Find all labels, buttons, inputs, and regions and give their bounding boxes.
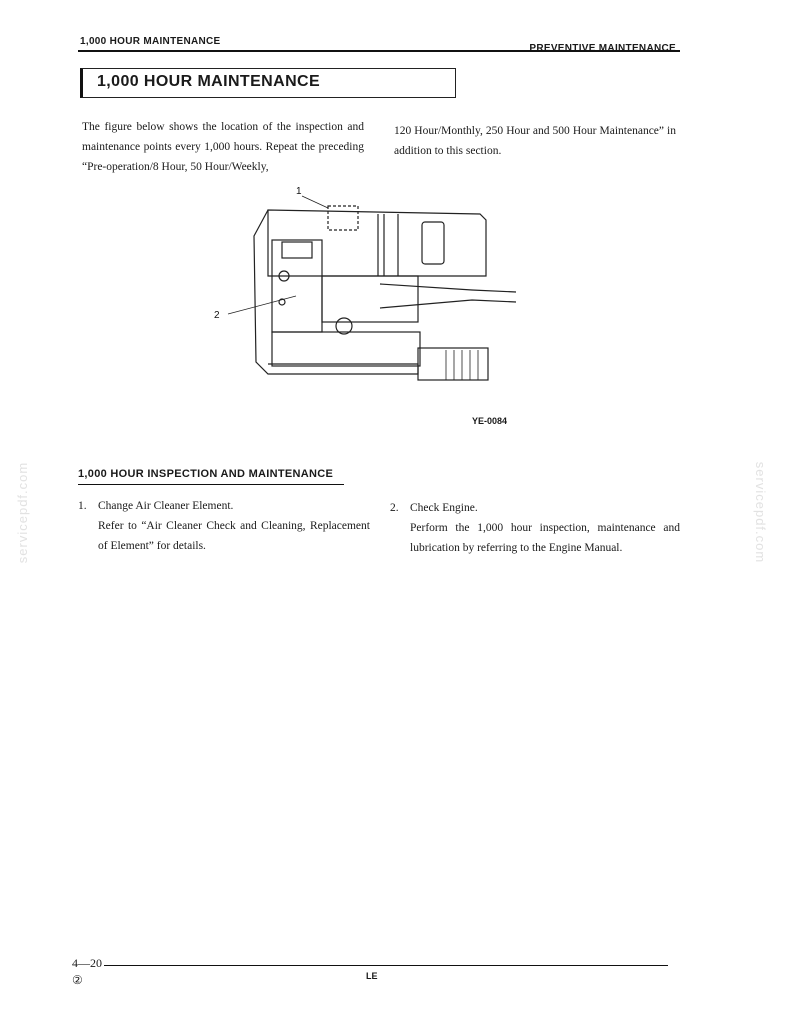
intro-text-right: 120 Hour/Monthly, 250 Hour and 500 Hour Maintenance” in addition to this section.: [394, 125, 676, 157]
item-text: Perform the 1,000 hour inspection, maintenance and lubrication by referring to the Engine Manual.: [410, 522, 680, 554]
callout-2: 2: [214, 310, 220, 321]
item-title: Check Engine.: [410, 502, 478, 514]
item-text: Refer to “Air Cleaner Check and Cleaning, Replacement of Element” for details.: [98, 520, 370, 552]
boom-base: [322, 276, 418, 322]
machine-cab-outline: [268, 210, 486, 276]
footer-rule: [104, 965, 668, 966]
callout-2-leader: [228, 296, 296, 314]
track-shoes: [418, 348, 488, 380]
section-heading: 1,000 HOUR INSPECTION AND MAINTENANCE: [78, 468, 334, 480]
title-box: [80, 68, 456, 98]
revision-mark: ②: [72, 973, 83, 987]
footer-code: LE: [366, 971, 378, 981]
watermark-left: servicepdf.com: [15, 461, 31, 564]
callout-1-leader: [302, 196, 328, 208]
running-header-left: 1,000 HOUR MAINTENANCE: [80, 36, 221, 47]
page-title: 1,000 HOUR MAINTENANCE: [97, 73, 321, 90]
boom-arm: [380, 284, 516, 308]
window: [422, 222, 444, 264]
section-rule: [78, 484, 344, 485]
engine-compartment: [272, 240, 322, 332]
header-rule: [78, 50, 680, 52]
air-cleaner-box: [282, 242, 312, 258]
running-header-right: PREVENTIVE MAINTENANCE: [529, 43, 676, 54]
item-title: Change Air Cleaner Element.: [98, 500, 234, 512]
watermark-right: servicepdf.com: [753, 461, 769, 564]
track-frame: [272, 332, 420, 366]
machine-figure: [210, 184, 532, 396]
intro-text-left: The figure below shows the location of the inspection and maintenance points every 1,000 hours. Repeat the preceding “Pre-operation/8 Hour, 50 Hour/Weekly,: [82, 121, 364, 173]
callout-1: 1: [296, 186, 302, 197]
item-number: 2.: [390, 502, 399, 514]
figure-code: YE-0084: [472, 416, 508, 426]
item-number: 1.: [78, 500, 87, 512]
machine-body-outline: [254, 210, 418, 374]
page-number: 4—20: [72, 956, 102, 970]
